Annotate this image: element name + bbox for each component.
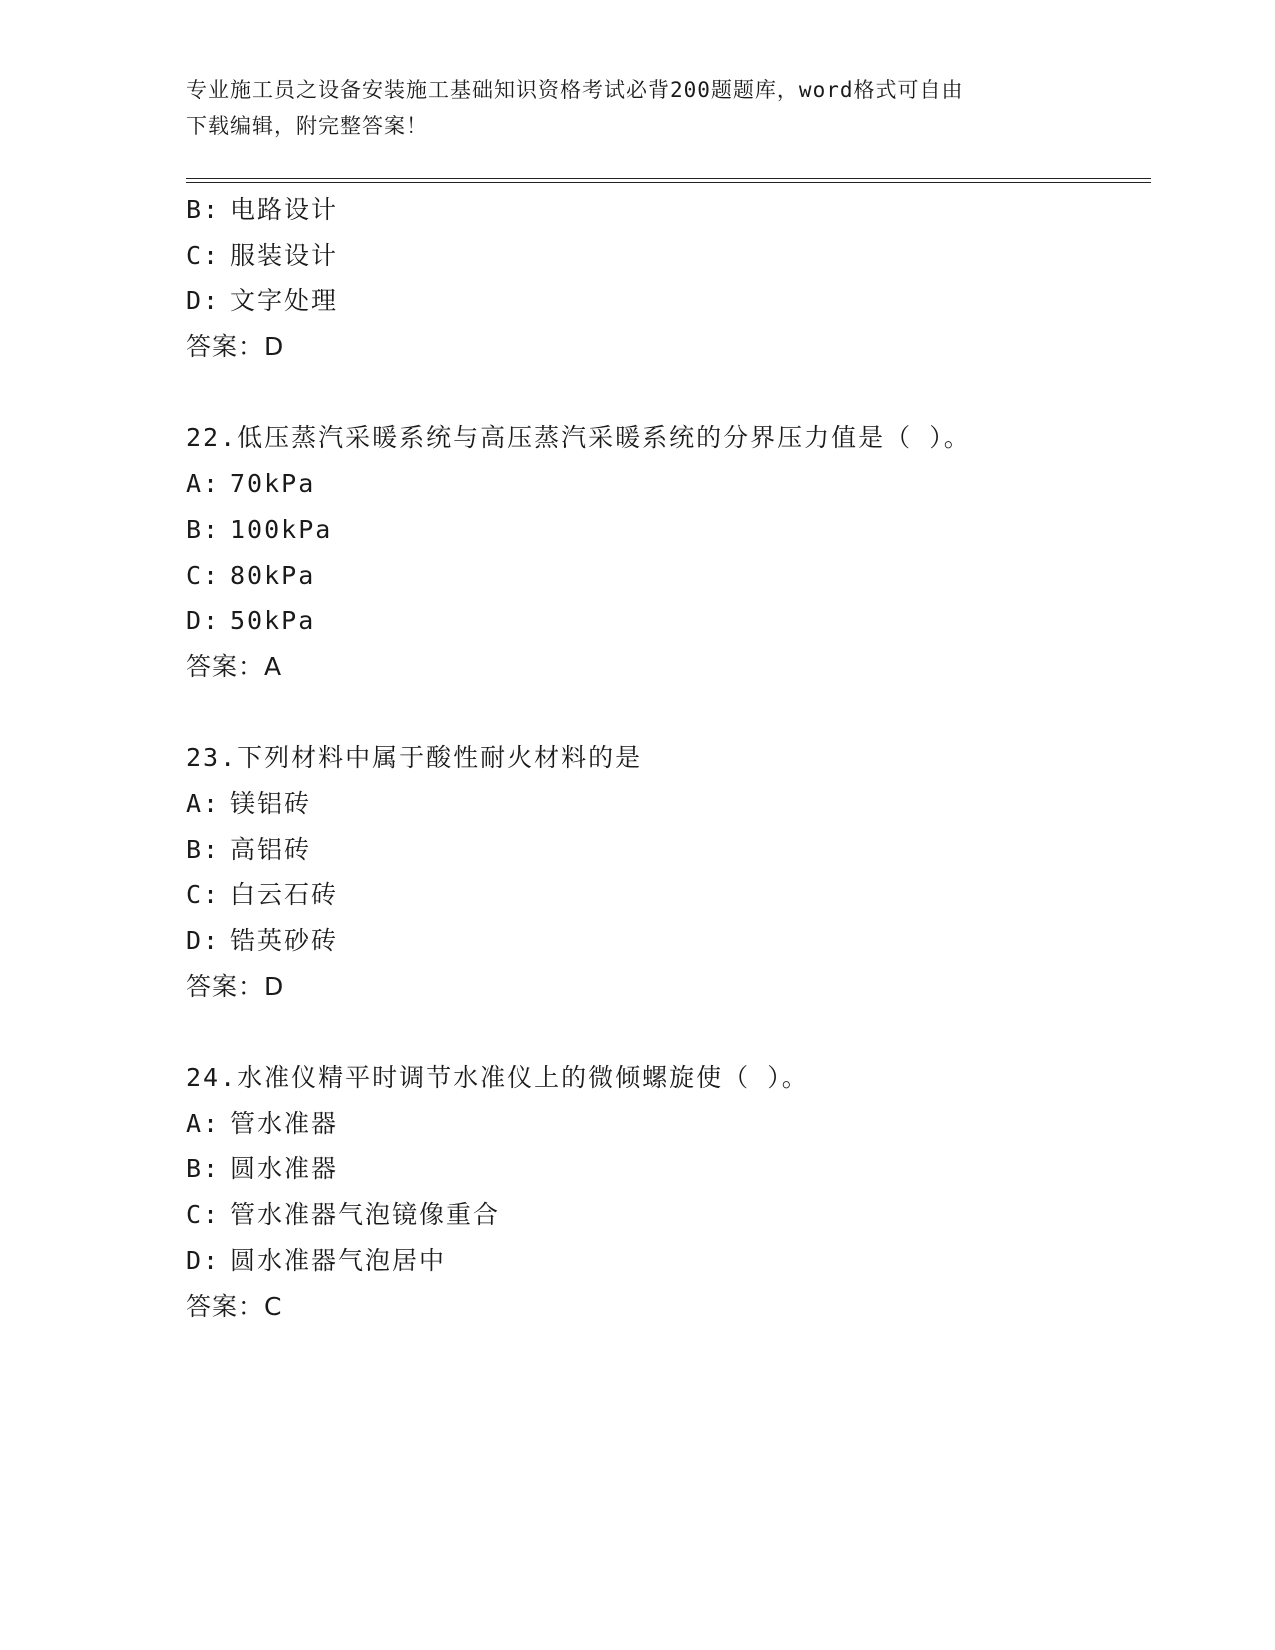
header-divider-bottom [186, 182, 1151, 183]
option-text: 管水准器 [230, 1108, 339, 1138]
option-text: 锆英砂砖 [230, 926, 339, 955]
option-b [186, 187, 1146, 233]
option-letter: B: [186, 834, 221, 864]
answer-line: 答案：A [186, 651, 283, 681]
option-letter: C: [186, 560, 221, 590]
question-24 [186, 1055, 1146, 1329]
option-letter: A: [186, 469, 221, 499]
option-letter: C: [186, 240, 221, 270]
option-text: 管水准器气泡镜像重合 [230, 1200, 501, 1230]
option-c [186, 1192, 1146, 1238]
option-c [186, 233, 1146, 279]
option-letter: B: [186, 1154, 221, 1184]
answer-line: 答案：D [186, 332, 285, 362]
partial-question [186, 187, 1146, 370]
option-text: 圆水准器 [230, 1154, 339, 1184]
option-text: 文字处理 [230, 286, 339, 316]
option-a [186, 461, 1146, 507]
option-c [186, 872, 1146, 918]
option-d [186, 918, 1146, 964]
option-text: 80kPa [230, 560, 316, 590]
option-text: 100kPa [230, 514, 333, 544]
spacer [186, 370, 1146, 416]
option-letter: D: [186, 606, 221, 636]
spacer [186, 1009, 1146, 1055]
option-letter: A: [186, 1108, 221, 1138]
option-c [186, 553, 1146, 599]
question-list [186, 187, 1146, 1329]
option-letter: D: [186, 1245, 221, 1275]
option-text: 50kPa [230, 606, 316, 636]
option-letter: C: [186, 1200, 221, 1230]
answer-line: 答案：C [186, 1291, 283, 1321]
question-22 [186, 415, 1146, 689]
option-a [186, 781, 1146, 827]
option-text: 白云石砖 [230, 880, 339, 910]
question-stem: 23.下列材料中属于酸性耐火材料的是 [186, 743, 643, 773]
option-text: 服装设计 [230, 240, 339, 270]
option-text: 镁铝砖 [230, 788, 312, 818]
option-d [186, 598, 1146, 644]
option-d [186, 278, 1146, 324]
option-text: 圆水准器气泡居中 [230, 1245, 447, 1275]
header-title-line-1: 专业施工员之设备安装施工基础知识资格考试必背200题题库，word格式可自由 [186, 78, 964, 102]
header-divider-top [186, 178, 1151, 179]
question-stem: 22.低压蒸汽采暖系统与高压蒸汽采暖系统的分界压力值是（ ）。 [186, 423, 971, 453]
spacer [186, 690, 1146, 736]
answer-line: 答案：D [186, 971, 285, 1001]
option-a [186, 1101, 1146, 1147]
option-text: 高铝砖 [230, 834, 312, 864]
option-d [186, 1238, 1146, 1284]
option-b [186, 507, 1146, 553]
document-header [186, 72, 1086, 144]
header-title-line-2: 下载编辑，附完整答案！ [186, 114, 428, 138]
option-letter: C: [186, 880, 221, 910]
option-text: 电路设计 [230, 195, 339, 224]
option-text: 70kPa [230, 469, 316, 499]
option-b [186, 1146, 1146, 1192]
option-b [186, 827, 1146, 873]
question-23 [186, 735, 1146, 1009]
option-letter: D: [186, 286, 221, 316]
option-letter: B: [186, 195, 221, 224]
option-letter: A: [186, 788, 221, 818]
option-letter: D: [186, 926, 221, 955]
option-letter: B: [186, 514, 221, 544]
question-stem: 24.水准仪精平时调节水准仪上的微倾螺旋使（ ）。 [186, 1063, 809, 1093]
